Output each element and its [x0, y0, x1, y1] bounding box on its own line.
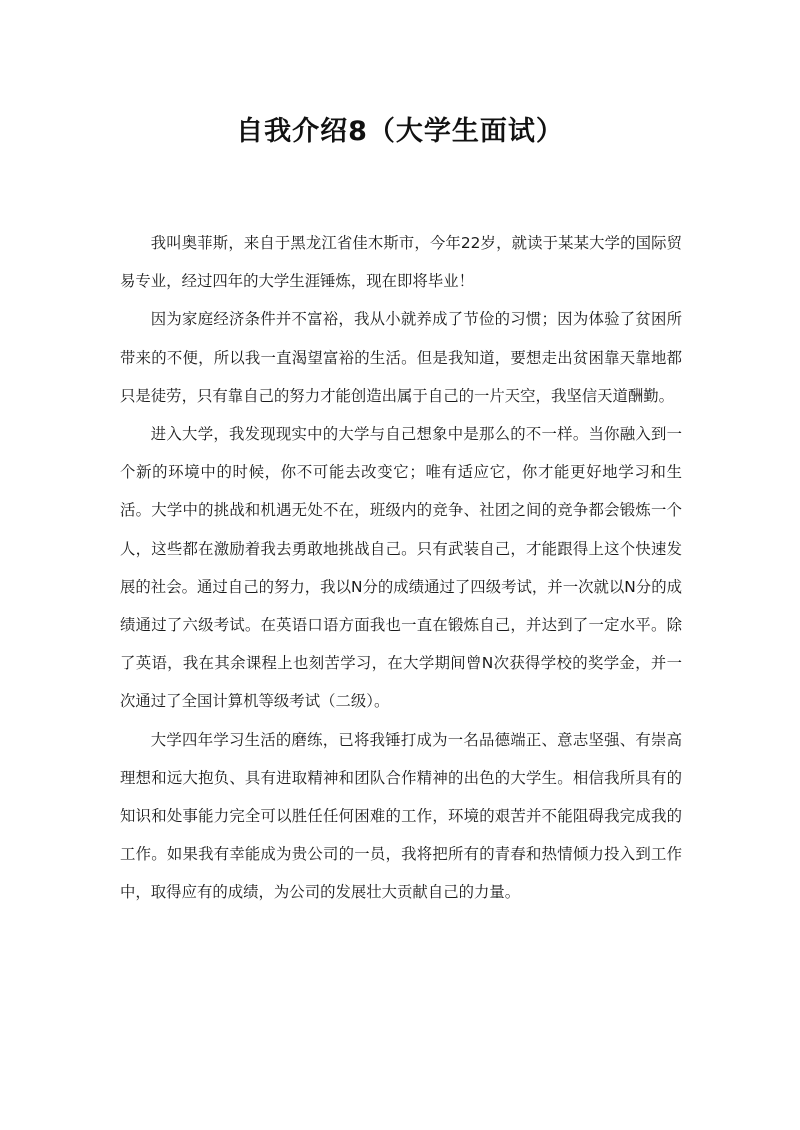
paragraph-intro: 我叫奥菲斯，来自于黑龙江省佳木斯市，今年22岁，就读于某某大学的国际贸易专业，经过四年的大学生涯锤炼，现在即将毕业！ [120, 234, 682, 291]
paragraph-family-background: 因为家庭经济条件并不富裕，我从小就养成了节俭的习惯；因为体验了贫困所带来的不便，所以我一直渴望富裕的生活。但是我知道，要想走出贫困靠天靠地都只是徒劳，只有靠自己的努力才能创造出属于自己的一片天空，我坚信天道酬勤。 [120, 310, 682, 405]
paragraph-university-life: 进入大学，我发现现实中的大学与自己想象中是那么的不一样。当你融入到一个新的环境中的时候，你不可能去改变它；唯有适应它，你才能更好地学习和生活。大学中的挑战和机遇无处不在，班级内的竞争、社团之间的竞争都会锻炼一个人，这些都在激励着我去勇敢地挑战自己。只有武装自己，才能跟得上这个快速发展的社会。通过自己的努力，我以N分的成绩通过了四级考试，并一次就以N分的成绩通过了六级考试。在英语口语方面我也一直在锻炼自己，并达到了一定水平。除了英语，我在其余课程上也刻苦学习，在大学期间曾N次获得学校的奖学金，并一次通过了全国计算机等级考试（二级）。 [120, 425, 682, 711]
page-title: 自我介绍8（大学生面试） [236, 116, 564, 147]
document-body [120, 224, 682, 912]
paragraph-conclusion: 大学四年学习生活的磨练，已将我锤打成为一名品德端正、意志坚强、有崇高理想和远大抱负、具有进取精神和团队合作精神的出色的大学生。相信我所具有的知识和处事能力完全可以胜任任何困难的工作，环境的艰苦并不能阻碍我完成我的工作。如果我有幸能成为贵公司的一员，我将把所有的青春和热情倾力投入到工作中，取得应有的成绩，为公司的发展壮大贡献自己的力量。 [120, 730, 682, 902]
